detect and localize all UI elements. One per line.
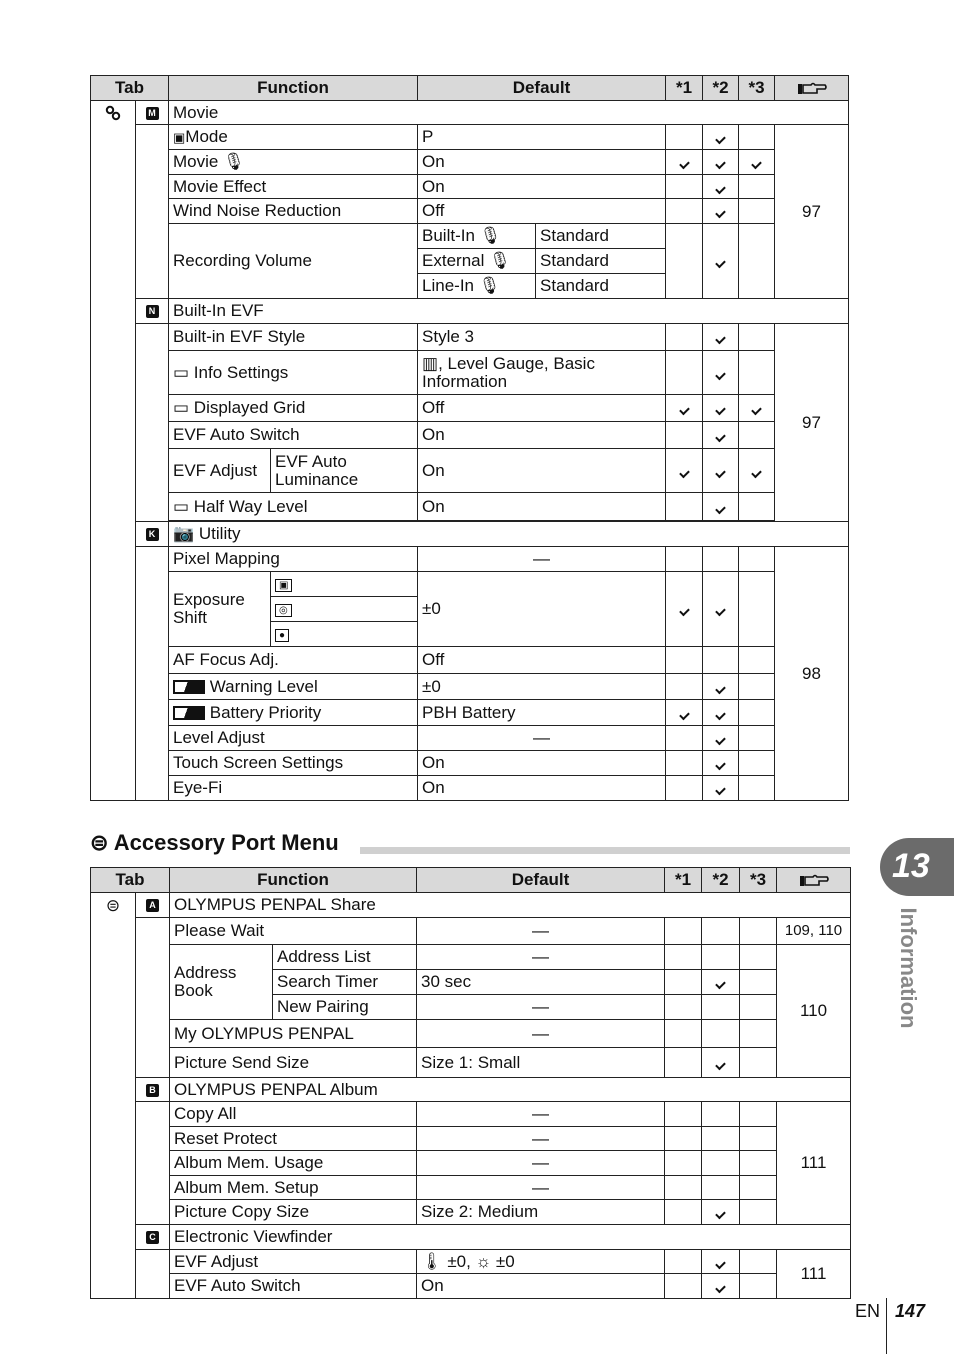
custom-menu-table	[90, 75, 849, 801]
display-icon: ▭	[173, 398, 190, 417]
group-utility: 📷 Utility	[169, 522, 849, 547]
reset-default: —	[417, 1127, 665, 1151]
group-penpal-album: OLYMPUS PENPAL Album	[170, 1078, 851, 1102]
mode-default: P	[418, 125, 666, 150]
row-exposure-shift: Exposure Shift	[169, 572, 271, 647]
page-number: 147	[895, 1301, 926, 1321]
row-copy-size: Picture Copy Size	[170, 1200, 417, 1225]
row-evf-auto-switch: EVF Auto Switch	[169, 422, 418, 449]
new-pairing: New Pairing	[273, 995, 417, 1020]
external-mic: External 🎙	[418, 249, 536, 274]
row-evf-adjust: EVF Adjust	[170, 1250, 417, 1274]
linein-mic: Line-In 🎙	[418, 274, 536, 299]
group-electronic-viewfinder: Electronic Viewfinder	[170, 1225, 851, 1250]
header-default: Default	[418, 76, 666, 101]
page-ref: 110	[777, 945, 851, 1078]
page-ref: 111	[777, 1102, 851, 1225]
row-my-penpal: My OLYMPUS PENPAL	[170, 1020, 417, 1048]
info-default: ▥, Level Gauge, Basic Information	[418, 351, 666, 395]
builtin-default: Standard	[536, 224, 666, 249]
send-default: Size 1: Small	[417, 1048, 665, 1078]
accessory-port-table	[90, 867, 851, 1299]
search-timer: Search Timer	[273, 970, 417, 995]
row-af-focus: AF Focus Adj.	[169, 647, 418, 674]
movie-mic-default: On	[418, 150, 666, 175]
metering-spot-icon: ●	[271, 622, 418, 647]
row-displayed-grid: ▭ Displayed Grid	[169, 395, 418, 422]
half-default: On	[418, 493, 666, 521]
row-evf-adjust: EVF Adjust	[169, 449, 271, 493]
mic-icon: 🎙	[479, 226, 502, 245]
row-reset-protect: Reset Protect	[170, 1127, 417, 1151]
accessory-port-icon: ⊜	[91, 893, 136, 1299]
addr-list-default: —	[417, 945, 665, 970]
tab-share-icon: A	[136, 893, 170, 918]
movie-camera-icon: ▣	[173, 129, 186, 145]
display-icon: ▭	[173, 362, 190, 382]
grid-default: Off	[418, 395, 666, 422]
battery-icon	[173, 706, 205, 720]
warning-default: ±0	[418, 674, 666, 700]
language-label: EN	[855, 1301, 881, 1321]
mic-icon: 🎙	[223, 152, 245, 171]
battery-icon	[173, 680, 205, 694]
header-s1: *1	[666, 76, 703, 101]
row-album-usage: Album Mem. Usage	[170, 1151, 417, 1176]
page-ref: 111	[777, 1250, 851, 1299]
reference-icon	[777, 868, 851, 893]
row-copy-all: Copy All	[170, 1102, 417, 1127]
page-ref: 109, 110	[777, 918, 851, 945]
header-tab: Tab	[91, 868, 170, 893]
wait-default: —	[417, 918, 665, 945]
header-default: Default	[417, 868, 665, 893]
group-penpal-share: OLYMPUS PENPAL Share	[170, 893, 851, 918]
tab-movie-icon: M	[136, 101, 169, 125]
row-battery-priority: Battery Priority	[169, 700, 418, 726]
row-address-book: Address Book	[170, 945, 273, 1020]
evf-auto-luminance: EVF Auto Luminance	[271, 449, 418, 493]
histogram-icon: ▥	[422, 353, 439, 373]
group-movie: Movie	[169, 101, 849, 125]
header-tab: Tab	[91, 76, 169, 101]
wind-default: Off	[418, 199, 666, 224]
tab-album-icon: B	[136, 1078, 170, 1102]
page-ref: 98	[775, 547, 849, 801]
group-builtin-evf: Built-In EVF	[169, 299, 849, 324]
evf-adjust-default: 🌡 ±0, ☼ ±0	[417, 1250, 665, 1274]
mic-icon: 🎙	[478, 276, 501, 295]
evf-auto-lum-default: On	[418, 449, 666, 493]
header-s1: *1	[665, 868, 702, 893]
accessory-port-icon: ⊜	[90, 830, 109, 855]
copysize-default: Size 2: Medium	[417, 1200, 665, 1225]
row-info-settings: ▭ Info Settings	[169, 351, 418, 395]
pixel-default: —	[418, 547, 666, 572]
row-half-way: ▭ Half Way Level	[169, 493, 418, 521]
header-s2: *2	[703, 76, 739, 101]
row-picture-send-size: Picture Send Size	[170, 1048, 417, 1078]
row-touch-screen: Touch Screen Settings	[169, 751, 418, 776]
level-default: —	[418, 726, 666, 751]
mic-icon: 🎙	[489, 251, 511, 270]
row-mode: ▣Mode	[169, 125, 418, 150]
row-album-setup: Album Mem. Setup	[170, 1176, 417, 1200]
setup-default: —	[417, 1176, 665, 1200]
pairing-default: —	[417, 995, 665, 1020]
metering-esp-icon: ▣	[271, 572, 418, 597]
header-s2: *2	[702, 868, 740, 893]
chapter-tab: 13	[880, 838, 954, 896]
tab-utility-icon: K	[136, 522, 169, 547]
touch-default: On	[418, 751, 666, 776]
external-default: Standard	[536, 249, 666, 274]
evf-auto-default: On	[418, 422, 666, 449]
builtin-mic: Built-In 🎙	[418, 224, 536, 249]
row-pixel-mapping: Pixel Mapping	[169, 547, 418, 572]
header-s3: *3	[739, 76, 775, 101]
camera-icon: 📷	[173, 524, 195, 543]
row-eye-fi: Eye-Fi	[169, 776, 418, 801]
page-ref: 97	[775, 324, 849, 522]
row-warning-level: Warning Level	[169, 674, 418, 700]
page-ref: 97	[775, 125, 849, 299]
brightness-icon: ☼	[475, 1251, 492, 1271]
exposure-default: ±0	[418, 572, 666, 647]
thermometer-icon: 🌡	[421, 1251, 443, 1271]
tab-evf-icon: N	[136, 299, 169, 324]
battery-default: PBH Battery	[418, 700, 666, 726]
row-wind-noise: Wind Noise Reduction	[169, 199, 418, 224]
gears-icon	[91, 101, 136, 801]
af-default: Off	[418, 647, 666, 674]
chapter-label: Information	[896, 907, 921, 1029]
row-evf-auto-switch: EVF Auto Switch	[170, 1274, 417, 1299]
row-please-wait: Please Wait	[170, 918, 417, 945]
header-s3: *3	[740, 868, 777, 893]
linein-default: Standard	[536, 274, 666, 299]
display-icon: ▭	[173, 496, 190, 516]
row-movie-mic: Movie 🎙	[169, 150, 418, 175]
evf-style-default: Style 3	[418, 324, 666, 351]
reference-icon	[775, 76, 849, 101]
eyefi-default: On	[418, 776, 666, 801]
row-recording-volume: Recording Volume	[169, 224, 418, 299]
tab-viewfinder-icon: C	[136, 1225, 170, 1250]
copy-default: —	[417, 1102, 665, 1127]
search-default: 30 sec	[417, 970, 665, 995]
movie-effect-default: On	[418, 175, 666, 199]
header-function: Function	[169, 76, 418, 101]
usage-default: —	[417, 1151, 665, 1176]
header-function: Function	[170, 868, 417, 893]
address-list: Address List	[273, 945, 417, 970]
row-evf-style: Built-in EVF Style	[169, 324, 418, 351]
accessory-port-heading: ⊜ Accessory Port Menu	[90, 830, 850, 856]
evfsw-default: On	[417, 1274, 665, 1299]
row-level-adjust: Level Adjust	[169, 726, 418, 751]
metering-center-icon: ◎	[271, 597, 418, 622]
my-default: —	[417, 1020, 665, 1048]
row-movie-effect: Movie Effect	[169, 175, 418, 199]
